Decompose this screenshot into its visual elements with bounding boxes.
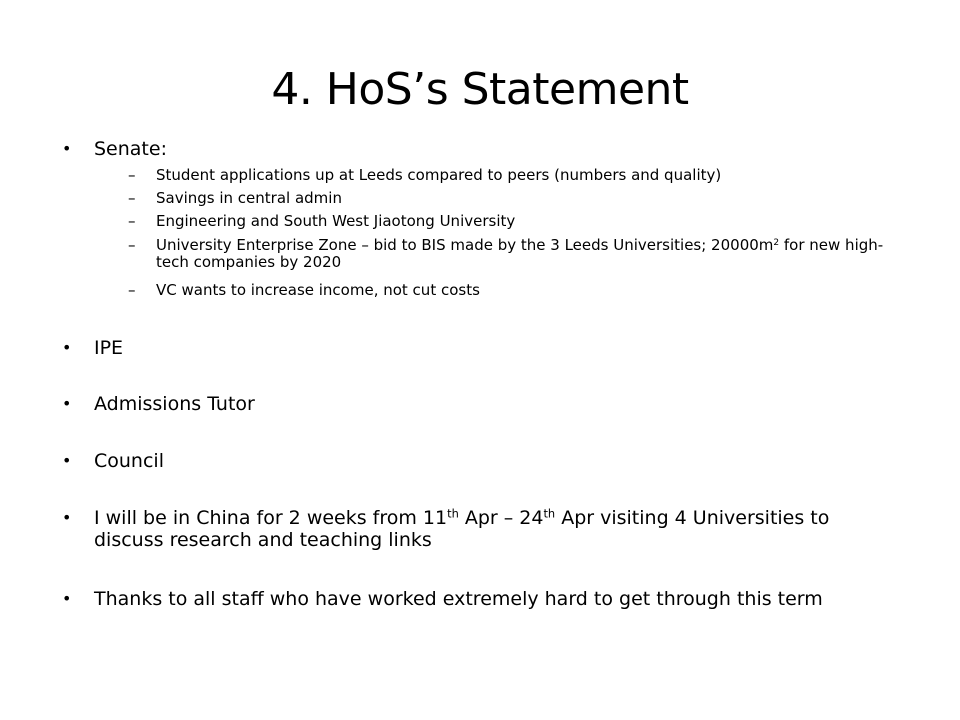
dash-icon: – xyxy=(128,189,136,207)
slide-title: 4. HoS’s Statement xyxy=(271,64,689,115)
sub-bullet-text: Engineering and South West Jiaotong University xyxy=(156,212,516,230)
bullet-icon: • xyxy=(62,394,72,413)
dash-icon: – xyxy=(128,236,136,254)
bullet-text-china: I will be in China for 2 weeks from 11th Apr – 24th Apr visiting 4 Universities to discuss research and teaching links xyxy=(94,506,830,551)
bullet-icon: • xyxy=(62,589,72,608)
sub-bullet-text: University Enterprise Zone – bid to BIS made by the 3 Leeds Universities; $20000m^2$ for new high-tech companies by 2020 xyxy=(156,236,884,271)
sub-bullet-text: Student applications up at Leeds compared to peers (numbers and quality) xyxy=(156,166,722,184)
dash-icon: – xyxy=(128,166,136,184)
bullet-label-admissions: Admissions Tutor xyxy=(94,393,255,415)
bullet-icon: • xyxy=(62,451,72,470)
superscript: 2 xyxy=(773,238,780,249)
superscript: th xyxy=(543,506,556,521)
bullet-text-thanks: Thanks to all staff who have worked extremely hard to get through this term xyxy=(94,588,823,610)
bullet-icon: • xyxy=(62,139,72,158)
bullet-label-ipe: IPE xyxy=(94,337,124,359)
bullet-icon: • xyxy=(62,508,72,527)
dash-icon: – xyxy=(128,281,136,299)
bullet-label-senate: Senate: xyxy=(94,138,167,160)
sub-bullet-text: Savings in central admin xyxy=(156,189,342,207)
sub-bullet-text: VC wants to increase income, not cut costs xyxy=(156,281,480,299)
bullet-label-council: Council xyxy=(94,450,164,472)
dash-icon: – xyxy=(128,212,136,230)
bullet-icon: • xyxy=(62,338,72,357)
superscript: th xyxy=(447,506,459,521)
